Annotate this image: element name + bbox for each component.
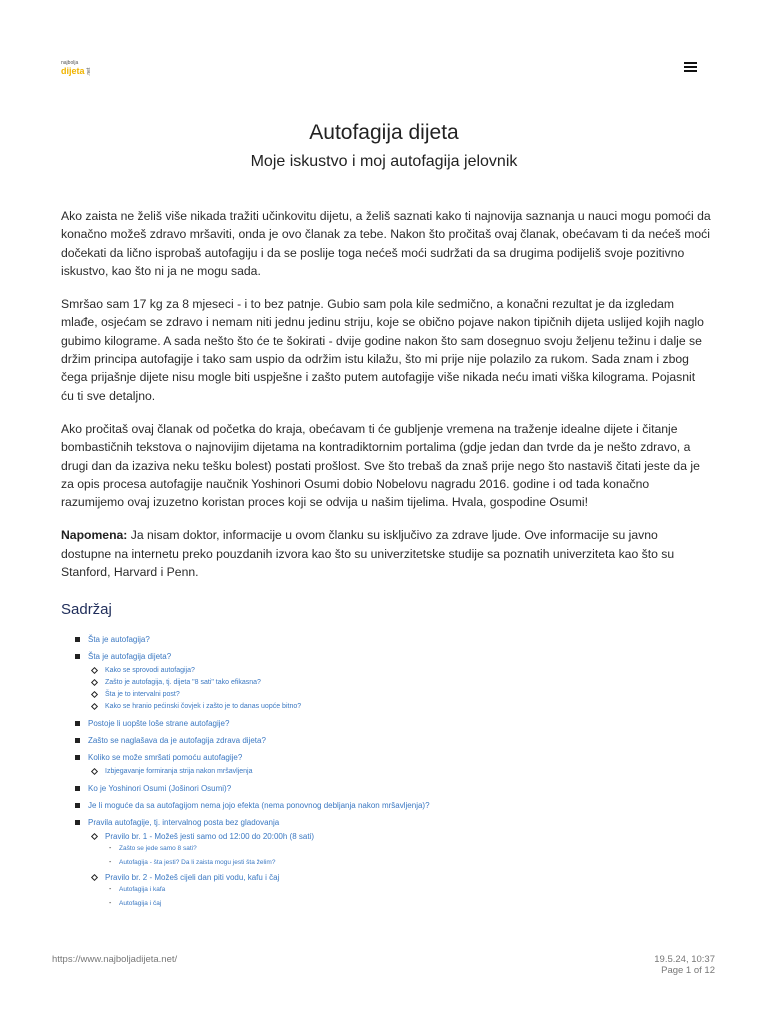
toc-subsublink[interactable]: Zašto se jede samo 8 sati? [119,844,197,852]
footer-page-number: Page 1 of 12 [661,965,715,976]
hamburger-menu-icon[interactable] [683,60,699,74]
site-logo[interactable] [61,60,95,80]
page-subtitle: Moje iskustvo i moj autofagija jelovnik [250,153,518,170]
toc-sublink[interactable]: Izbjegavanje formiranja strija nakon mršavljenja [105,767,253,775]
toc-item [61,651,711,712]
logo-text-main: dijeta [61,66,85,76]
toc-link[interactable]: Je li moguće da sa autofagijom nema jojo efekta (nema ponovnog debljanja nakon mršavljenja)? [88,800,430,810]
toc-sublink[interactable]: Pravilo br. 2 - Možeš cijeli dan piti vodu, kafu i čaj [105,872,280,882]
paragraph: Ako pročitaš ovaj članak od početka do kraja, obećavam ti će gubljenje vremena na traženje idealne dijete i čitanje bombastičnih tekstova o najnovijim dijetama na kontradiktornim portalima (gdje jedan dan tvrde da je nešto zdravo, a drugi dan da izaziva neku tešku bolest) postati prošlost. Sve što trebaš da znaš prije nego što nastaviš čitati jeste da je za opis procesa autofagije naučnik Yoshinori Osumi dobio Nobelovu nagradu 2016. godine i od tada konačno razumijemo ovaj izuzetno koristan proces koji se odvija u našim tijelima. Hvala, gospodine Osumi! [61,421,700,510]
toc-link[interactable]: Pravila autofagije, tj. intervalnog posta bez gladovanja [88,817,280,827]
toc-sublink[interactable]: Pravilo br. 1 - Možeš jesti samo od 12:00 do 20:00h (8 sati) [105,831,314,841]
toc-subitem [88,689,711,700]
toc-subitem [88,665,711,676]
toc-sublink[interactable]: Kako se hranio pećinski čovjek i zašto je to danas uopće bitno? [105,702,302,710]
toc-link[interactable]: Šta je autofagija dijeta? [88,651,172,661]
paragraph: Smršao sam 17 kg za 8 mjeseci - i to bez patnje. Gubio sam pola kile sedmično, a konačni rezultat je da izgledam mlađe, osjećam se zdravo i nemam niti jednu jedinu striju, koje se obično pojave nakon tipičnih dijeta uslijed kojih naglo gubimo kilograme. A sada nešto što će te šokirati - dvije godine nakon što sam dosegnuo svoju željenu težinu i dalje se držim principa autofagije i tako sam uspio da održim istu kilažu, što mi prije nije polazilo za rukom. Sada znam i zbog čega prijašnje dijete nisu mogle biti uspješne i zašto putem autofagije više nikada neću imati viška kilograma. Pojasnit ću ti sve detaljno. [61,297,704,403]
toc-link[interactable]: Ko je Yoshinori Osumi (Jošinori Osumi)? [88,783,232,793]
toc-subitem [88,701,711,712]
footer-datetime: 19.5.24, 10:37 [654,954,715,965]
toc-link[interactable]: Zašto se naglašava da je autofagija zdrava dijeta? [88,735,266,745]
toc-item [61,752,711,777]
toc-link[interactable]: Koliko se može smršati pomoću autofagije? [88,752,243,762]
toc-subsubitem [105,899,711,909]
toc-subitem [88,766,711,777]
toc-item [61,735,711,746]
toc-subsubitem [105,885,711,895]
toc-item [61,800,711,811]
article-body [61,207,711,915]
table-of-contents [61,634,711,909]
toc-sublink[interactable]: Šta je to intervalni post? [105,690,180,698]
note-paragraph [61,526,711,581]
toc-title: Sadržaj [61,601,112,619]
logo-text-top: najbolja [61,60,79,66]
toc-sublink[interactable]: Kako se sprovodi autofagija? [105,666,195,674]
note-label: Napomena: [61,528,128,543]
toc-subsublink[interactable]: Autofagija - šta jesti? Da li zaista mogu jesti šta želim? [119,858,276,866]
toc-subsubitem [105,844,711,854]
toc-subitem [88,872,711,909]
toc-sublink[interactable]: Zašto je autofagija, tj. dijeta "8 sati" tako efikasna? [105,678,261,686]
toc-subsublink[interactable]: Autofagija i čaj [119,899,162,907]
logo-text-domain: .net [86,67,92,76]
footer-url: https://www.najboljadijeta.net/ [52,954,178,965]
toc-link[interactable]: Postoje li uopšte loše strane autofagije? [88,718,230,728]
page-title: Autofagija dijeta [309,121,459,144]
toc-item [61,817,711,909]
toc-subsubitem [105,858,711,868]
footer-page-info [654,954,715,976]
paragraph: Ako zaista ne želiš više nikada tražiti učinkovitu dijetu, a želiš saznati kako ti najnovija saznanja u nauci mogu pomoći da konačno možeš zdravo mršaviti, onda je ovo članak za tebe. Nakon što pročitaš ovaj članak, obećavam ti da nećeš moći dočekati da lično isprobaš autofagiju i da se poslije toga nećeš moći sudržati da sa drugima podijeliš svoje pozitivno iskustvo, kao što ni ja ne mogu sada. [61,209,711,278]
toc-subsublink[interactable]: Autofagija i kafa [119,885,166,893]
toc-item [61,718,711,729]
toc-item [61,783,711,794]
toc-subitem [88,677,711,688]
toc-item [61,634,711,645]
note-text: Ja nisam doktor, informacije u ovom članku su isključivo za zdrave ljude. Ove informacije su javno dostupne na internetu preko pouzdanih izvora kao što su univerzitetske studije sa poznatih univerziteta kao što su Stanford, Harvard i Penn. [61,528,675,580]
toc-link[interactable]: Šta je autofagija? [88,634,150,644]
toc-subitem [88,831,711,868]
